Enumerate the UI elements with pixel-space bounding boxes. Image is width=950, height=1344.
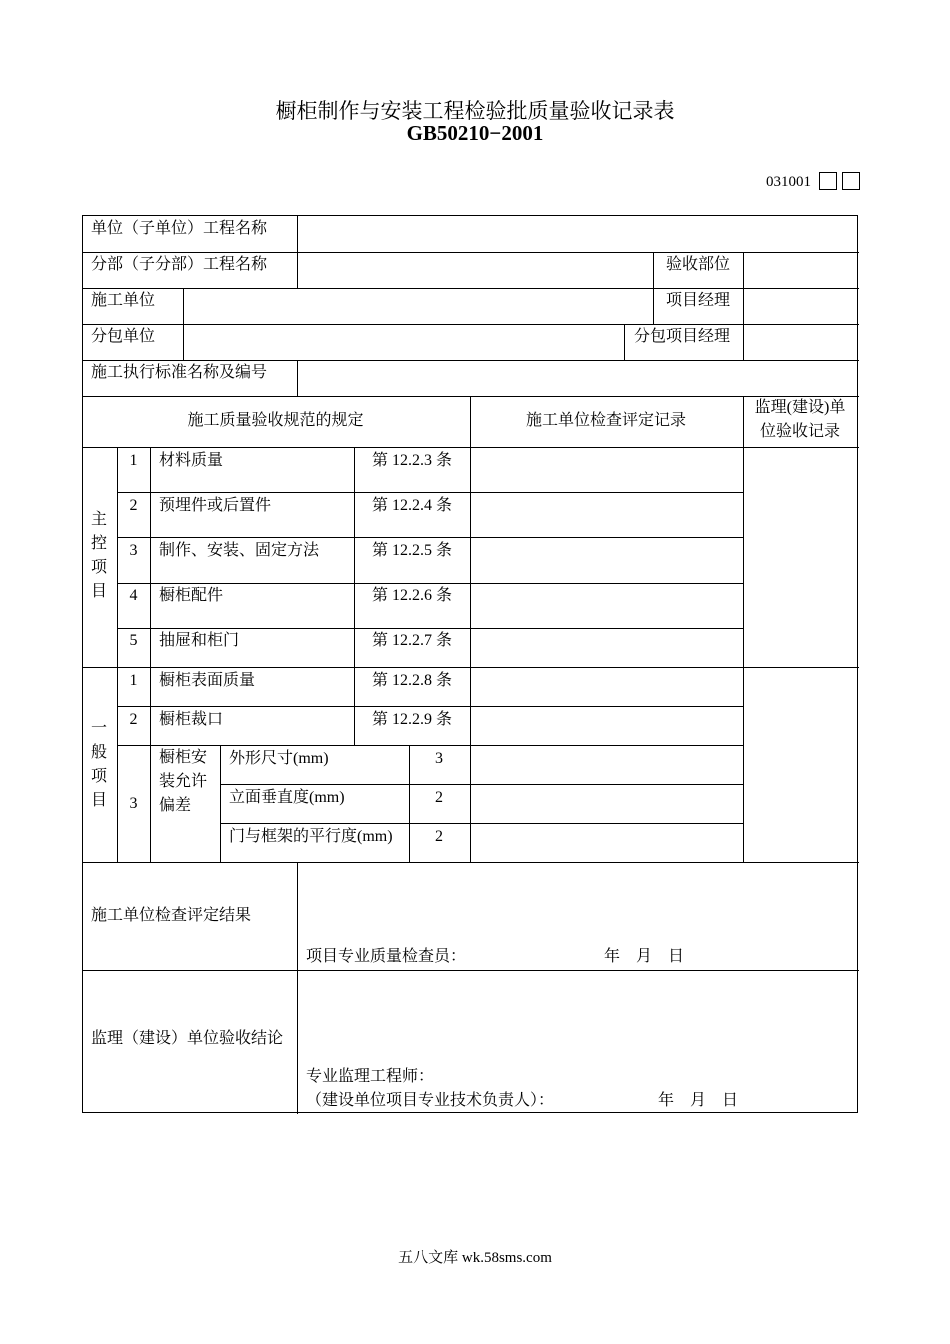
general-items-label: 一般项目 [90, 720, 107, 809]
deviation-row-value: 3 [435, 750, 443, 767]
main-item-name: 抽屉和柜门 [159, 632, 240, 649]
form-number-box-1[interactable] [819, 172, 837, 190]
main-item-name: 材料质量 [159, 452, 224, 469]
subcontract-unit-label: 分包单位 [91, 328, 156, 345]
supervision-result-label: 监理（建设）单位验收结论 [91, 1030, 284, 1047]
construction-unit-label: 施工单位 [91, 292, 156, 309]
project-manager-label: 项目经理 [666, 292, 731, 309]
deviation-item-no: 3 [129, 795, 138, 812]
main-item-name: 预埋件或后置件 [159, 497, 272, 514]
check-record-column-header: 施工单位检查评定记录 [525, 412, 686, 429]
main-item-clause: 第 12.2.4 条 [371, 497, 452, 514]
form-number-box-2[interactable] [842, 172, 860, 190]
main-item-clause: 第 12.2.3 条 [371, 452, 452, 469]
main-item-clause: 第 12.2.6 条 [371, 587, 452, 604]
footer-watermark: 五八文库 wk.58sms.com [398, 1250, 552, 1266]
deviation-label: 橱柜安装允许偏差 [159, 749, 208, 814]
construction-result-label: 施工单位检查评定结果 [91, 907, 252, 924]
quality-inspector-label: 项目专业质量检查员： [306, 948, 467, 965]
main-item-no: 2 [129, 497, 138, 514]
general-item-clause: 第 12.2.9 条 [371, 711, 452, 728]
deviation-row-name: 立面垂直度(mm) [229, 789, 345, 806]
inspection-table [82, 215, 858, 1113]
standard-name-label: 施工执行标准名称及编号 [91, 364, 268, 381]
main-item-no: 1 [129, 452, 138, 469]
deviation-row-name: 外形尺寸(mm) [229, 750, 329, 767]
supervisor-record-column-header: 监理(建设)单位验收记录 [754, 399, 846, 440]
main-item-no: 3 [129, 542, 138, 559]
document-title: 橱柜制作与安装工程检验批质量验收记录表 [275, 99, 675, 123]
form-number: 031001 [766, 174, 811, 190]
acceptance-part-label: 验收部位 [666, 256, 731, 273]
unit-project-name-label: 单位（子单位）工程名称 [91, 220, 268, 237]
standard-code: GB50210−2001 [406, 121, 544, 145]
sub-project-name-label: 分部（子分部）工程名称 [91, 256, 268, 273]
general-item-no: 2 [129, 711, 138, 728]
main-item-clause: 第 12.2.5 条 [371, 542, 452, 559]
subcontract-manager-label: 分包项目经理 [634, 328, 731, 345]
construction-result-date: 年 月 日 [604, 948, 685, 965]
general-item-no: 1 [129, 672, 138, 689]
main-item-clause: 第 12.2.7 条 [371, 632, 452, 649]
main-item-no: 5 [129, 632, 138, 649]
general-item-clause: 第 12.2.8 条 [371, 672, 452, 689]
main-item-no: 4 [129, 587, 138, 604]
owner-representative-label: （建设单位项目专业技术负责人）： [306, 1092, 555, 1109]
deviation-row-value: 2 [435, 789, 443, 806]
supervising-engineer-label: 专业监理工程师： [306, 1068, 435, 1085]
main-control-label: 主控项目 [90, 511, 107, 600]
general-item-name: 橱柜裁口 [159, 711, 224, 728]
main-item-name: 制作、安装、固定方法 [159, 542, 320, 559]
deviation-row-name: 门与框架的平行度(mm) [229, 828, 393, 845]
supervision-result-date: 年 月 日 [658, 1092, 739, 1109]
deviation-row-value: 2 [435, 828, 443, 845]
general-item-name: 橱柜表面质量 [159, 672, 256, 689]
spec-column-header: 施工质量验收规范的规定 [187, 412, 364, 429]
main-item-name: 橱柜配件 [159, 587, 224, 604]
